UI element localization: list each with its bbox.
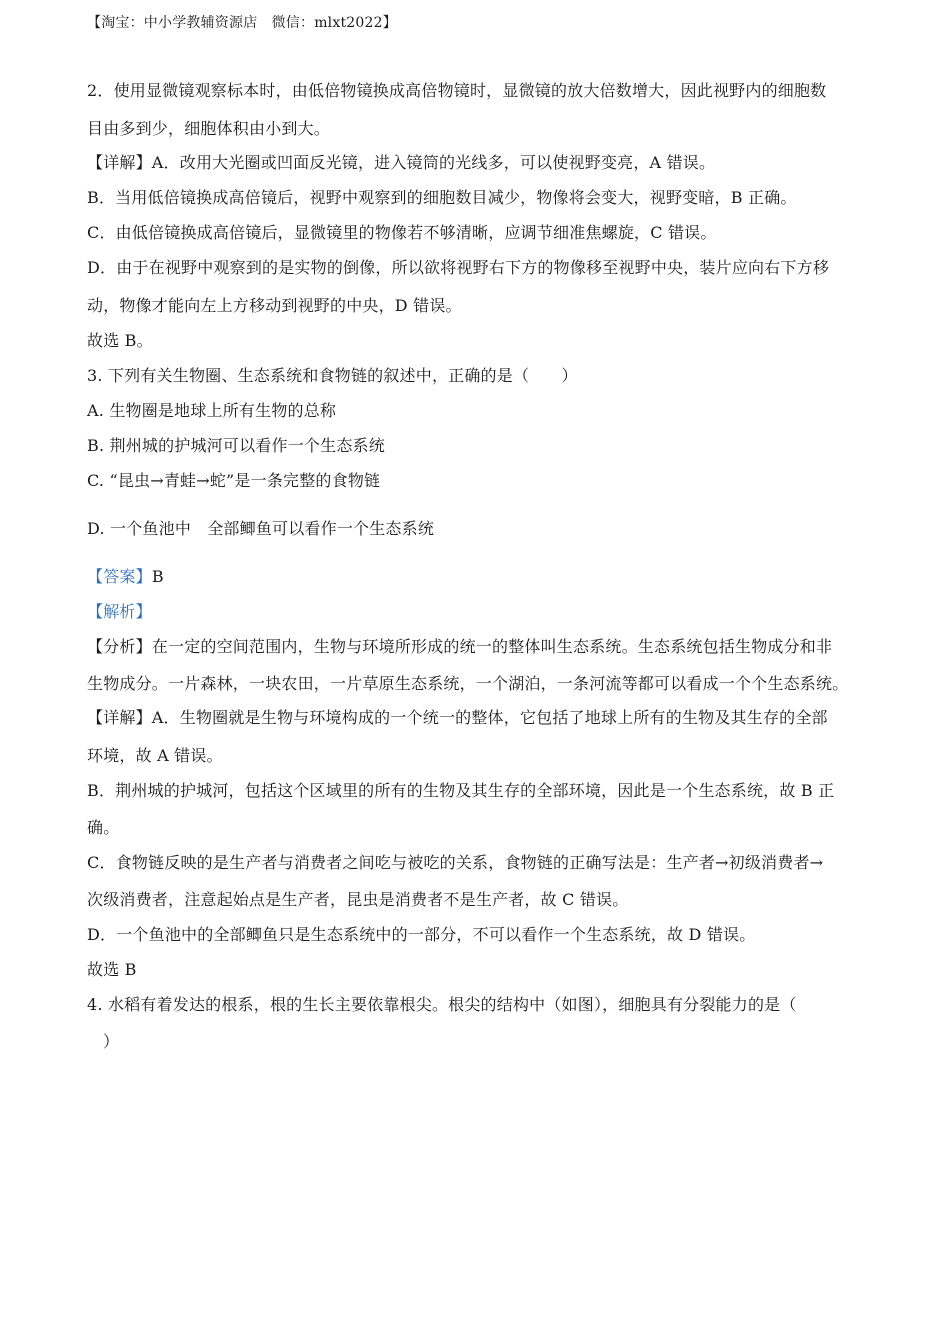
paragraph-line: 动，物像才能向左上方移动到视野的中央，D 错误。 <box>87 296 462 315</box>
paragraph-line: D．由于在视野中观察到的是实物的倒像，所以欲将视野右下方的物像移至视野中央，装片应向右下方移 <box>87 258 830 277</box>
question-4-stem: 4. 水稻有着发达的根系，根的生长主要依靠根尖。根尖的结构中（如图），细胞具有分裂能力的是（ <box>87 995 797 1014</box>
paragraph-line: C．食物链反映的是生产者与消费者之间吃与被吃的关系，食物链的正确写法是：生产者→初级消费者→ <box>87 853 824 872</box>
paragraph-line: 次级消费者，注意起始点是生产者，昆虫是消费者不是生产者，故 C 错误。 <box>87 890 629 909</box>
paragraph-line: 【详解】A．改用大光圈或凹面反光镜，进入镜筒的光线多，可以使视野变亮，A 错误。 <box>87 153 716 172</box>
option-c: C. “昆虫→青蛙→蛇”是一条完整的食物链 <box>87 471 381 490</box>
paragraph-line: 目由多到少，细胞体积由小到大。 <box>87 119 331 138</box>
paragraph-line: 环境，故 A 错误。 <box>87 746 223 765</box>
paragraph-line: 生物成分。一片森林，一块农田，一片草原生态系统，一个湖泊，一条河流等都可以看成一个个生态系统。 <box>87 674 849 693</box>
page-header: 【淘宝：中小学教辅资源店 微信：mlxt2022】 <box>87 15 397 31</box>
paragraph-line: B．荆州城的护城河，包括这个区域里的所有的生物及其生存的全部环境，因此是一个生态系统，故 B 正 <box>87 781 835 800</box>
paragraph-line: D．一个鱼池中的全部鲫鱼只是生态系统中的一部分，不可以看作一个生态系统，故 D 错误。 <box>87 925 756 944</box>
paragraph-line: C．由低倍镜换成高倍镜后，显微镜里的物像若不够清晰，应调节细准焦螺旋，C 错误。 <box>87 223 717 242</box>
option-d: D. 一个鱼池中 全部鲫鱼可以看作一个生态系统 <box>87 519 435 538</box>
answer-label: 【答案】 <box>87 567 152 586</box>
answer-value: B <box>151 567 164 586</box>
paragraph-line: 故选 B <box>87 960 137 979</box>
paragraph-line: 确。 <box>87 818 120 837</box>
paragraph-line: 【分析】在一定的空间范围内，生物与环境所形成的统一的整体叫生态系统。生态系统包括生物成分和非 <box>87 637 833 656</box>
paragraph-line: 故选 B。 <box>87 331 153 350</box>
option-a: A. 生物圈是地球上所有生物的总称 <box>87 401 337 420</box>
option-b: B. 荆州城的护城河可以看作一个生态系统 <box>87 436 385 455</box>
question-4-stem-end: ） <box>103 1032 120 1051</box>
paragraph-line: B．当用低倍镜换成高倍镜后，视野中观察到的细胞数目减少，物像将会变大，视野变暗，B 正确。 <box>87 188 797 207</box>
paragraph-line: 【详解】A．生物圈就是生物与环境构成的一个统一的整体，它包括了地球上所有的生物及其生存的全部 <box>87 708 828 727</box>
question-3-stem: 3. 下列有关生物圈、生态系统和食物链的叙述中，正确的是（ ） <box>87 366 578 385</box>
analysis-label: 【解析】 <box>87 602 152 621</box>
paragraph-line: 2．使用显微镜观察标本时，由低倍物镜换成高倍物镜时，显微镜的放大倍数增大，因此视野内的细胞数 <box>87 81 827 100</box>
answer-line <box>87 566 164 588</box>
